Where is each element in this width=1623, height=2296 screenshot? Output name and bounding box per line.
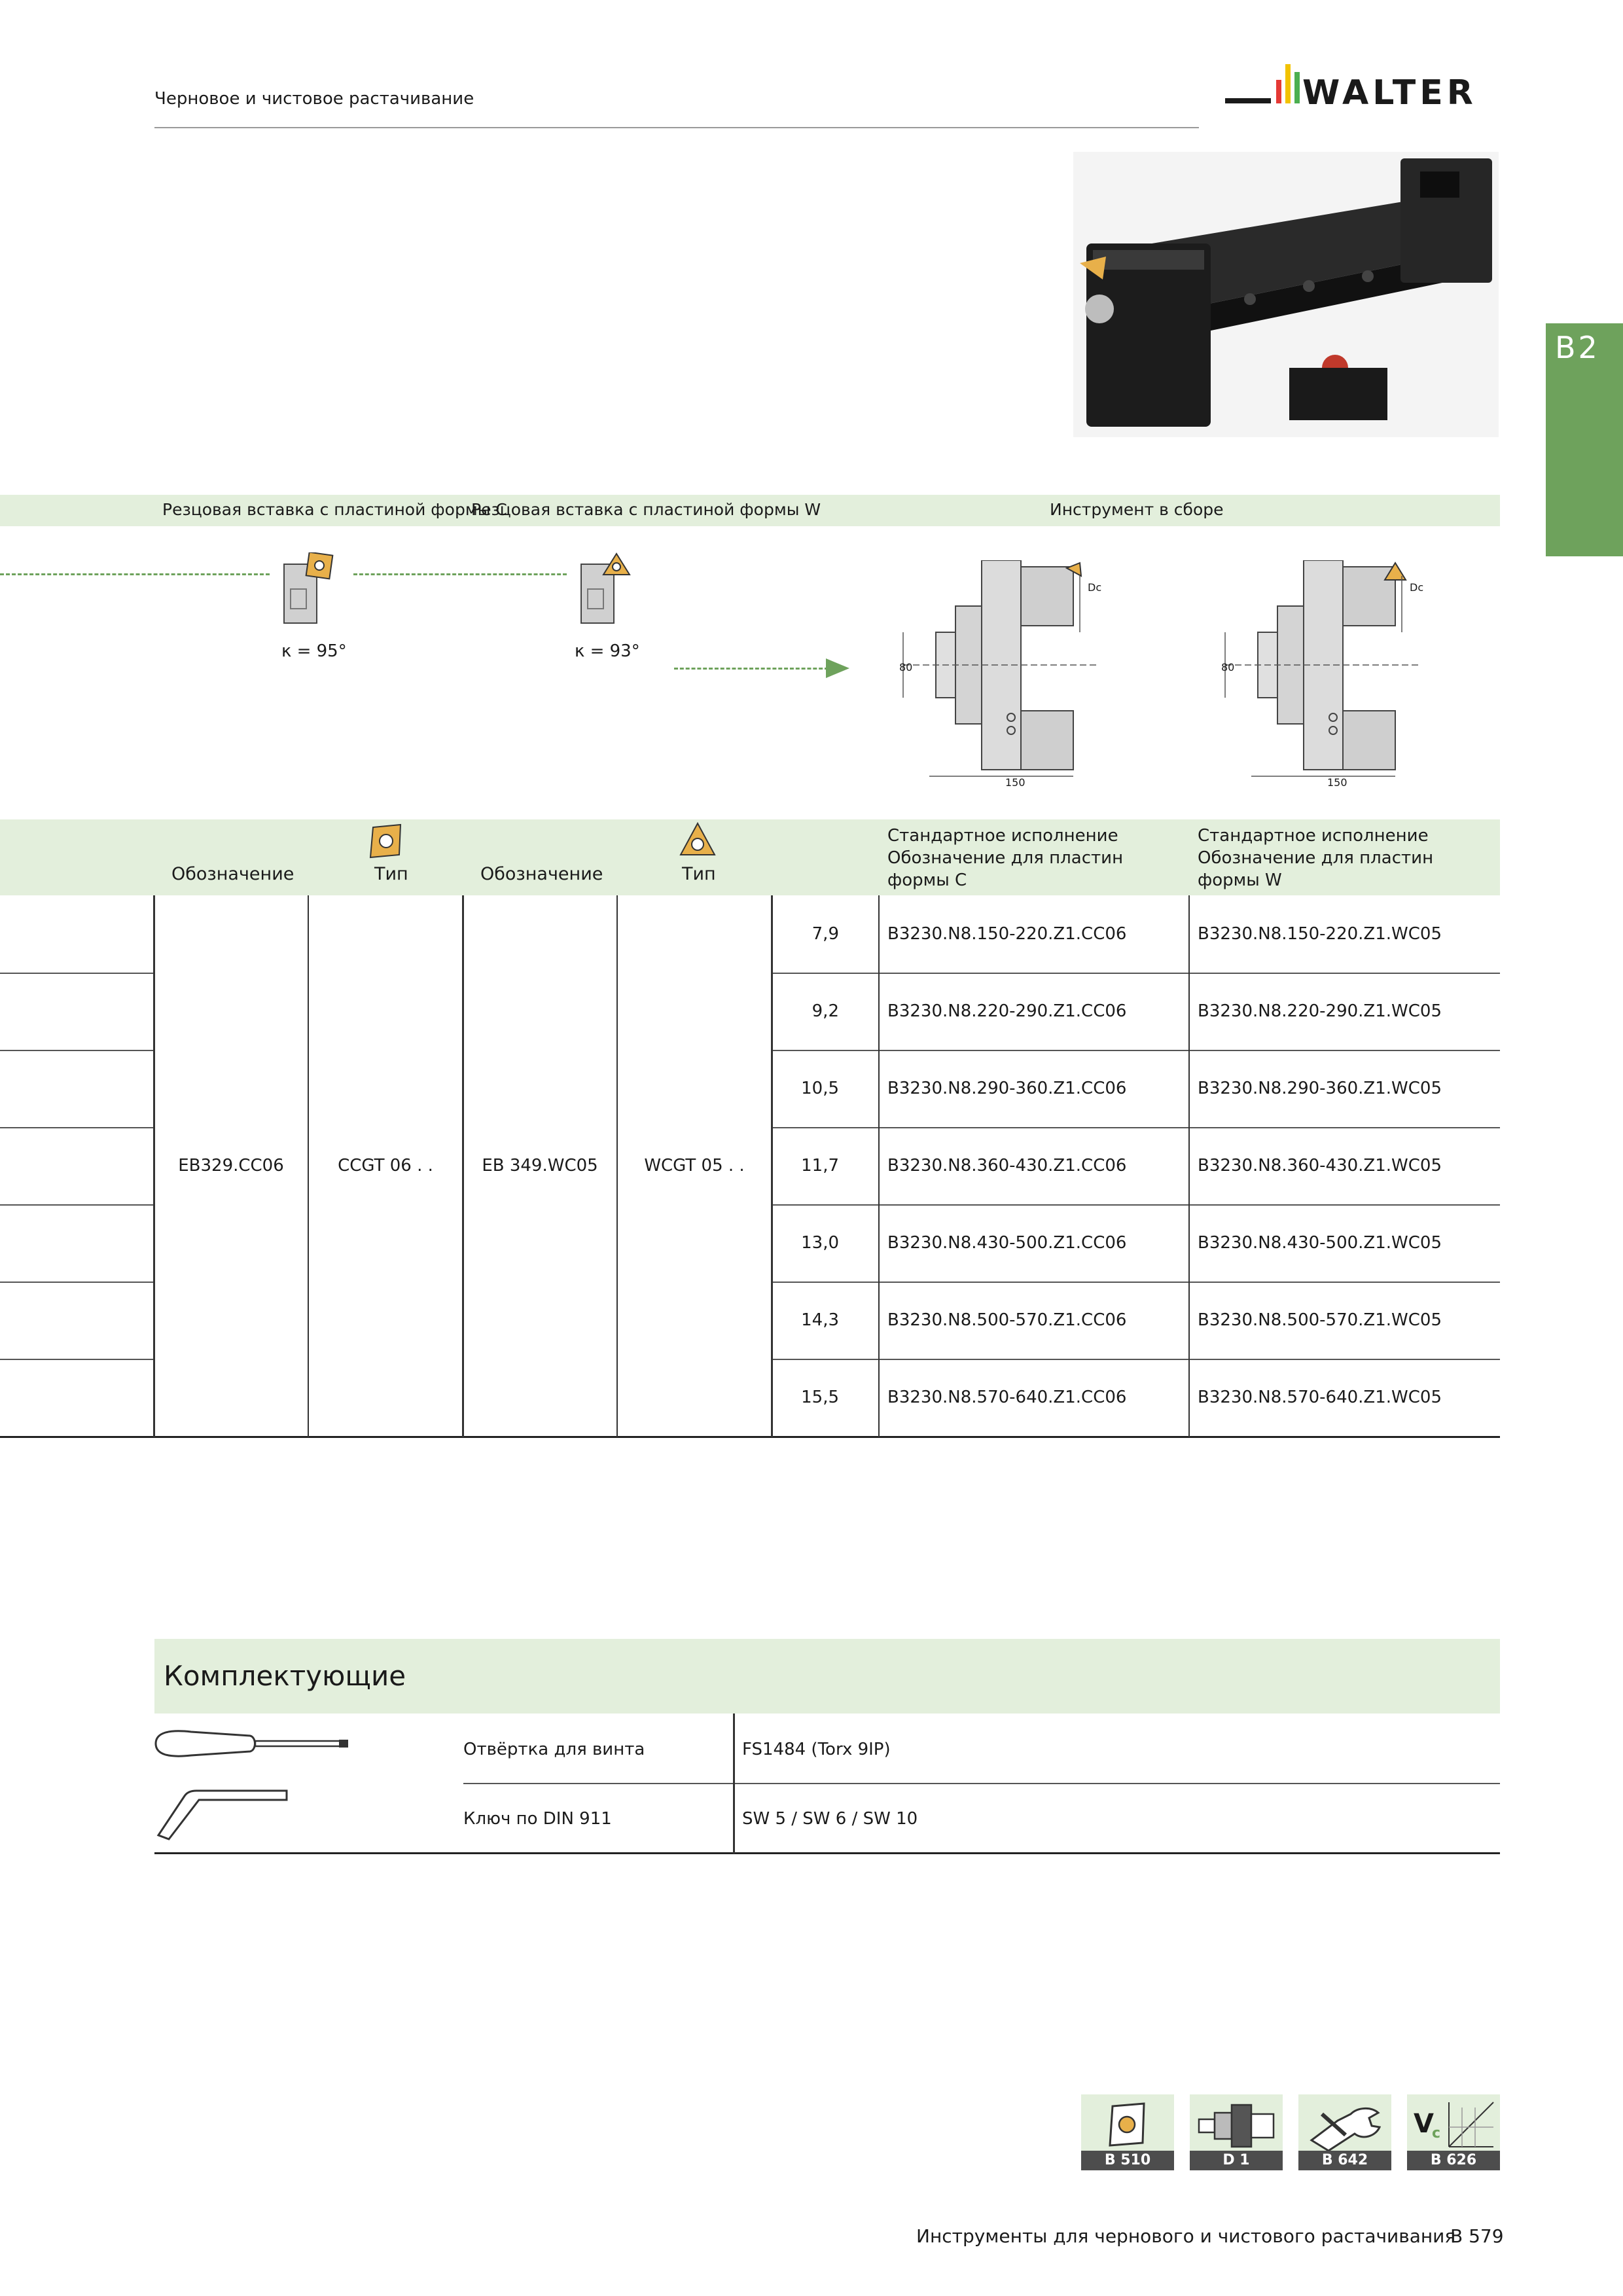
table-row-code-w: B3230.N8.290-360.Z1.WC05 xyxy=(1198,1079,1442,1098)
th-designation-c: Обозначение xyxy=(171,864,294,884)
cutting-data-icon xyxy=(1407,2094,1500,2156)
insert-icon xyxy=(1081,2094,1174,2156)
table-row-code-c: B3230.N8.290-360.Z1.CC06 xyxy=(887,1079,1127,1098)
dim-80-w: 80 xyxy=(1221,661,1235,673)
table-row-code-c: B3230.N8.220-290.Z1.CC06 xyxy=(887,1001,1127,1021)
table-row-value: 9,2 xyxy=(812,1001,839,1021)
dim-150-c: 150 xyxy=(1005,776,1026,789)
table-row-code-c: B3230.N8.150-220.Z1.CC06 xyxy=(887,924,1127,944)
table-row-code-w: B3230.N8.150-220.Z1.WC05 xyxy=(1198,924,1442,944)
cell-insert-c-designation: EB329.CC06 xyxy=(178,1156,284,1175)
table-row-code-w: B3230.N8.220-290.Z1.WC05 xyxy=(1198,1001,1442,1021)
insert-c-cartridge-icon xyxy=(281,552,334,628)
th-standard-c: Стандартное исполнение Обозначение для пластин формы С xyxy=(887,826,1124,890)
walter-logo-text: WALTER xyxy=(1302,73,1477,113)
th-type-c: Тип xyxy=(374,864,408,884)
ref-label[interactable]: B 626 xyxy=(1407,2151,1500,2170)
arrow-right-icon xyxy=(826,658,849,681)
th-type-w: Тип xyxy=(682,864,716,884)
accessories-title: Комплектующие xyxy=(164,1660,406,1692)
accessory-value: FS1484 (Torx 9IP) xyxy=(742,1740,891,1759)
assembly-drawing-w xyxy=(1212,560,1435,798)
wrench-icon xyxy=(1298,2094,1391,2156)
product-photo xyxy=(1073,152,1499,437)
ref-wrench[interactable] xyxy=(1298,2094,1391,2156)
page-number: B 579 xyxy=(1450,2225,1504,2247)
dc-label-w: Dc xyxy=(1410,581,1424,594)
cell-insert-c-type: CCGT 06 . . xyxy=(338,1156,433,1175)
th-standard-w: Стандартное исполнение Обозначение для пластин формы W xyxy=(1198,826,1434,890)
page-header-title: Черновое и чистовое растачивание xyxy=(154,89,474,109)
cell-insert-w-type: WCGT 05 . . xyxy=(644,1156,745,1175)
insert-c-icon xyxy=(368,823,404,863)
dc-label-c: Dc xyxy=(1088,581,1102,594)
table-row-value: 10,5 xyxy=(801,1079,839,1098)
table-row-code-c: B3230.N8.360-430.Z1.CC06 xyxy=(887,1156,1127,1175)
dashed-guide xyxy=(674,668,829,670)
band-insert-c: Резцовая вставка с пластиной формы С xyxy=(162,500,507,519)
table-row-value: 14,3 xyxy=(801,1310,839,1330)
svg-text:c: c xyxy=(1432,2125,1441,2142)
ref-label[interactable]: D 1 xyxy=(1190,2151,1283,2170)
dashed-guide xyxy=(353,573,567,575)
hex-key-icon xyxy=(152,1783,296,1844)
assembly-drawing-c xyxy=(890,560,1113,798)
cell-insert-w-designation: EB 349.WC05 xyxy=(482,1156,598,1175)
kappa-w: κ = 93° xyxy=(575,641,640,661)
th-designation-w: Обозначение xyxy=(480,864,603,884)
insert-w-icon xyxy=(678,821,717,863)
table-row-code-w: B3230.N8.500-570.Z1.WC05 xyxy=(1198,1310,1442,1330)
dim-150-w: 150 xyxy=(1327,776,1347,789)
adapter-icon xyxy=(1190,2094,1283,2156)
footer-title: Инструменты для чернового и чистового растачивания xyxy=(916,2225,1456,2247)
band-insert-w: Резцовая вставка с пластиной формы W xyxy=(471,500,821,519)
screwdriver-icon xyxy=(152,1725,355,1765)
table-row-value: 13,0 xyxy=(801,1233,839,1253)
table-row-code-w: B3230.N8.360-430.Z1.WC05 xyxy=(1198,1156,1442,1175)
accessory-value: SW 5 / SW 6 / SW 10 xyxy=(742,1809,918,1829)
band-assembly: Инструмент в сборе xyxy=(1050,500,1224,519)
table-row-value: 7,9 xyxy=(812,924,839,944)
kappa-c: κ = 95° xyxy=(281,641,347,661)
header-rule xyxy=(154,127,1199,128)
table-row-code-c: B3230.N8.570-640.Z1.CC06 xyxy=(887,1388,1127,1407)
chapter-label: B2 xyxy=(1555,330,1600,365)
table-row-code-c: B3230.N8.500-570.Z1.CC06 xyxy=(887,1310,1127,1330)
accessory-name: Ключ по DIN 911 xyxy=(463,1809,612,1829)
dashed-guide xyxy=(0,573,270,575)
ref-label[interactable]: B 642 xyxy=(1298,2151,1391,2170)
dim-80-c: 80 xyxy=(899,661,913,673)
table-row-value: 15,5 xyxy=(801,1388,839,1407)
table-row-code-w: B3230.N8.570-640.Z1.WC05 xyxy=(1198,1388,1442,1407)
ref-cutting-data[interactable] xyxy=(1407,2094,1500,2156)
svg-text:V: V xyxy=(1414,2109,1434,2139)
insert-w-cartridge-icon xyxy=(579,552,631,628)
table-row-code-w: B3230.N8.430-500.Z1.WC05 xyxy=(1198,1233,1442,1253)
ref-insert[interactable] xyxy=(1081,2094,1174,2156)
accessory-name: Отвёртка для винта xyxy=(463,1740,645,1759)
table-row-code-c: B3230.N8.430-500.Z1.CC06 xyxy=(887,1233,1127,1253)
table-row-value: 11,7 xyxy=(801,1156,839,1175)
ref-adapter[interactable] xyxy=(1190,2094,1283,2156)
ref-label[interactable]: B 510 xyxy=(1081,2151,1174,2170)
